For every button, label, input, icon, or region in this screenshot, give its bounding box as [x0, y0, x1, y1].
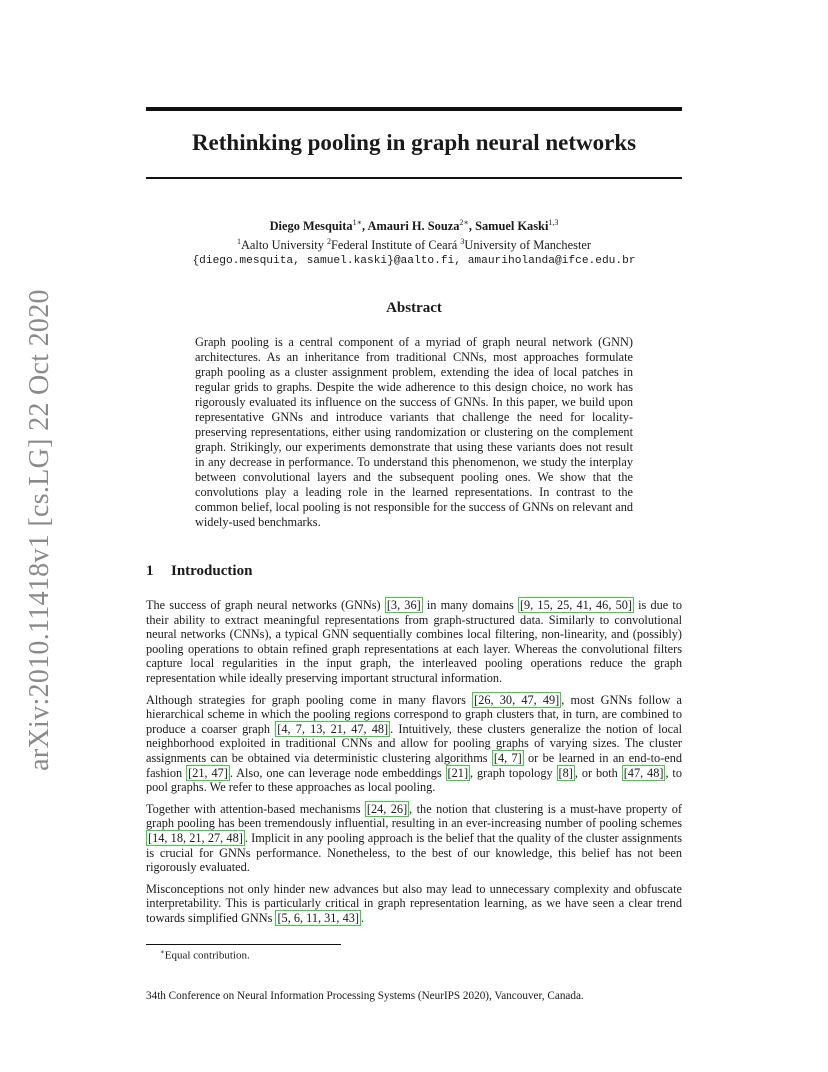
text: . Also, one can leverage node embeddings [229, 765, 446, 780]
author-2-mark: 2∗ [459, 218, 469, 227]
author-2: Amauri H. Souza [367, 219, 460, 234]
text: , or both [574, 765, 622, 780]
citation-link[interactable]: [14, 18, 21, 27, 48] [148, 830, 243, 845]
author-emails: {diego.mesquita, samuel.kaski}@aalto.fi, amauriholanda@ifce.edu.br [192, 255, 636, 268]
citation-link[interactable]: [8] [558, 765, 573, 780]
paragraph-1 [146, 598, 682, 686]
text: . [360, 910, 365, 925]
text: or be learned in an end-to-end fashion [146, 750, 682, 780]
arxiv-stamp: arXiv:2010.11418v1 [cs.LG] 22 Oct 2020 [24, 289, 55, 771]
text: . Implicit in any pooling approach is the belief that the quality of the cluster assignments is crucial for GNNs performance. Nonetheless, to the best of our knowledge, this belief has not been rigorously evaluated. [146, 830, 682, 875]
footnote-text: Equal contribution. [164, 949, 250, 962]
citation-link[interactable]: [21, 47] [188, 765, 228, 780]
affiliation-2: Federal Institute of Ceará [331, 238, 461, 253]
citation-link[interactable]: [4, 7] [493, 750, 522, 765]
author-3: Samuel Kaski [475, 219, 549, 234]
citation-link[interactable]: [4, 7, 13, 21, 47, 48] [277, 721, 389, 736]
citation-link[interactable]: [3, 36] [386, 598, 421, 612]
footnote-mark: ∗ [160, 948, 165, 956]
section-heading [146, 563, 252, 580]
abstract-text: Graph pooling is a central component of a myriad of graph neural network (GNN) architectures. As an inheritance from traditional CNNs, most approaches formulate graph pooling as a cluster assignment problem, extending the idea of local patches in regular grids to graphs. Despite the wide adherence to this design choice, no work has rigorously evaluated its influence on the success of GNNs. In this paper, we build upon representative GNNs and introduce variants that challenge the need for locality-preserving representations, either using randomization or clustering on the complement graph. Strikingly, our experiments demonstrate that using these variants does not result in any decrease in performance. To understand this phenomenon, we study the interplay between convolutional layers and the subsequent pooling ones. We show that the convolutions play a leading role in the learned representations. In contrast to the common belief, local pooling is not responsible for the success of GNNs on relevant and widely-used benchmarks. [195, 335, 633, 529]
text: , most GNNs follow a hierarchical scheme in which the pooling regions correspond to graph clusters that, in turn, are combined to produce a coarser graph [146, 692, 682, 736]
text: The success of graph neural networks (GNNs) [146, 598, 385, 612]
footnote-rule [146, 944, 341, 945]
affiliation-1: Aalto University [240, 238, 328, 253]
text: , graph topology [470, 765, 557, 780]
paragraph-4 [146, 882, 682, 926]
text: Misconceptions not only hinder new advances but also may lead to unnecessary complexity and obfuscate interpretability. This is particularly critical in graph representation learning, as we have seen a clear trend towards simplified GNNs [146, 881, 682, 925]
affiliation-1-mark: 1 [236, 237, 241, 247]
text: . Intuitively, these clusters generalize the notion of local neighborhood exploited in traditional CNNs and allow for pooling graphs of varying sizes. The cluster assignments can be obtained via deterministic clustering algorithms [146, 721, 682, 765]
author-1: Diego Mesquita [269, 219, 353, 234]
introduction-body [146, 598, 682, 932]
text: , to pool graphs. We refer to these approaches as local pooling. [146, 765, 682, 795]
citation-link[interactable]: [26, 30, 47, 49] [474, 692, 560, 707]
affiliation-3-mark: 3 [460, 237, 465, 247]
affiliation-3: University of Manchester [464, 238, 592, 253]
abstract-heading: Abstract [386, 300, 442, 316]
citation-link[interactable]: [21] [447, 765, 469, 780]
section-number: 1 [146, 563, 154, 579]
text: Together with attention-based mechanisms [146, 801, 365, 816]
text: in many domains [422, 598, 518, 612]
affiliation-2-mark: 2 [327, 237, 332, 247]
conference-footer: 34th Conference on Neural Information Processing Systems (NeurIPS 2020), Vancouver, Canada. [146, 990, 584, 1002]
section-title: Introduction [171, 563, 253, 579]
affiliations [146, 234, 682, 253]
citation-link[interactable]: [47, 48] [623, 765, 664, 780]
author-names: Diego Mesquita$^{1∗}$, Amauri H. Souza$^{2∗}$, Samuel Kaski$^{1,3}$ [269, 218, 559, 234]
citation-link[interactable]: [5, 6, 11, 31, 43] [277, 910, 359, 925]
paragraph-2 [146, 693, 682, 795]
paper-title: Rethinking pooling in graph neural networks [191, 130, 637, 155]
title-rule-bottom [146, 177, 682, 179]
citation-link[interactable]: [9, 15, 25, 41, 46, 50] [519, 598, 632, 612]
text: , the notion that clustering is a must-have property of graph pooling has been tremendously influential, resulting in an ever-increasing number of pooling schemes [146, 801, 683, 831]
author-1-mark: 1∗ [352, 218, 362, 227]
text: is due to their ability to extract meaningful representations from graph-structured data. Similarly to convolutional neural networks (CNNs), a typical GNN sequentially combines local filtering, non-linearity, and (possibly) pooling operations to obtain refined graph representations at each layer. Whereas the convolutional filters capture local regularities in the input graph, the interleaved pooling operations reduce the graph representation while ideally preserving important structural information. [146, 598, 682, 685]
text: Although strategies for graph pooling come in many flavors [146, 692, 473, 707]
author-3-mark: 1,3 [548, 218, 559, 227]
citation-link[interactable]: [24, 26] [366, 801, 408, 816]
paragraph-3 [146, 802, 682, 875]
title-rule-top [146, 107, 682, 111]
footnote [160, 948, 250, 962]
author-block [146, 215, 682, 269]
